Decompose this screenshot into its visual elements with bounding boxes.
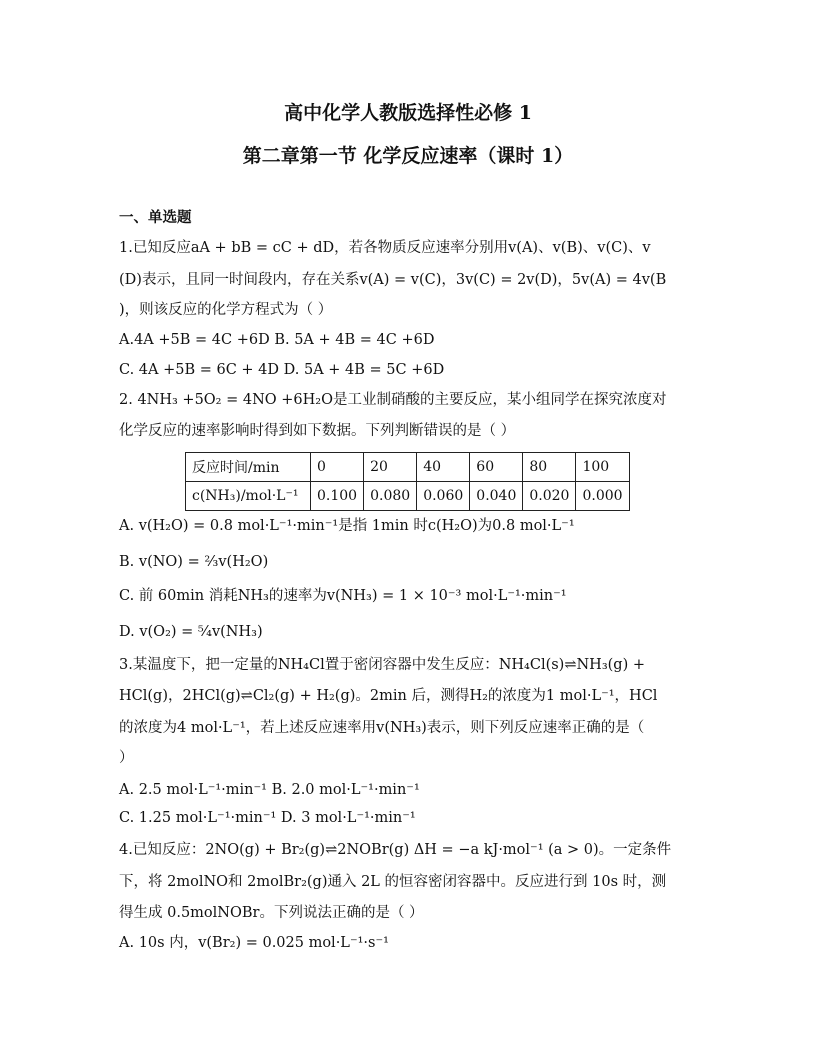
table-cell: 60 — [470, 453, 523, 482]
table-cell: 80 — [523, 453, 576, 482]
question-3-line-1: 3.某温度下，把一定量的NH₄Cl置于密闭容器中发生反应：NH₄Cl(s)⇌NH₃(g) + — [119, 657, 645, 673]
question-3-line-3: 的浓度为4 mol·L⁻¹，若上述反应速率用v(NH₃)表示，则下列反应速率正确的是（ — [119, 720, 645, 736]
question-1-line-1: 1.已知反应aA + bB = cC + dD，若各物质反应速率分别用v(A)、v(B)、v(C)、v — [119, 240, 651, 256]
question-2-line-2: 化学反应的速率影响时得到如下数据。下列判断错误的是（ ） — [119, 423, 516, 439]
table-cell: 0.060 — [417, 482, 470, 511]
section-heading: 一、单选题 — [119, 209, 192, 226]
table-cell: 40 — [417, 453, 470, 482]
page-title-line-1: 高中化学人教版选择性必修 1 — [284, 102, 532, 124]
question-3-options-cd: C. 1.25 mol·L⁻¹·min⁻¹ D. 3 mol·L⁻¹·min⁻¹ — [119, 810, 416, 826]
table-cell: 0.020 — [523, 482, 576, 511]
question-4-line-1: 4.已知反应：2NO(g) + Br₂(g)⇌2NOBr(g) ΔH = −a kJ·mol⁻¹ (a > 0)。一定条件 — [119, 842, 672, 858]
table-row — [186, 482, 630, 511]
page-title-line-2: 第二章第一节 化学反应速率（课时 1） — [242, 145, 574, 167]
question-1-line-3: )，则该反应的化学方程式为（ ） — [119, 302, 333, 318]
table-cell: 20 — [364, 453, 417, 482]
table-cell: 0.100 — [311, 482, 364, 511]
question-3-line-4: ） — [119, 750, 134, 766]
table-cell: 0 — [311, 453, 364, 482]
table-cell: 100 — [576, 453, 629, 482]
question-3-options-ab: A. 2.5 mol·L⁻¹·min⁻¹ B. 2.0 mol·L⁻¹·min⁻¹ — [119, 782, 420, 798]
table-cell: 0.000 — [576, 482, 629, 511]
question-2-option-a: A. v(H₂O) = 0.8 mol·L⁻¹·min⁻¹是指 1min 时c(H₂O)为0.8 mol·L⁻¹ — [119, 518, 575, 534]
question-4-option-a: A. 10s 内，v(Br₂) = 0.025 mol·L⁻¹·s⁻¹ — [119, 935, 389, 951]
question-2-option-d: D. v(O₂) = ⁵⁄₄v(NH₃) — [119, 624, 263, 640]
question-1-options-cd: C. 4A +5B = 6C + 4D D. 5A + 4B = 5C +6D — [119, 362, 445, 378]
table-header-cell: c(NH₃)/mol·L⁻¹ — [186, 482, 311, 511]
question-4-line-2: 下，将 2molNO和 2molBr₂(g)通入 2L 的恒容密闭容器中。反应进行到 10s 时，测 — [119, 874, 667, 890]
table-cell: 0.040 — [470, 482, 523, 511]
question-2-option-c: C. 前 60min 消耗NH₃的速率为v(NH₃) = 1 × 10⁻³ mol·L⁻¹·min⁻¹ — [119, 588, 567, 604]
table-row — [186, 453, 630, 482]
table-cell: 0.080 — [364, 482, 417, 511]
question-3-line-2: HCl(g)，2HCl(g)⇌Cl₂(g) + H₂(g)。2min 后，测得H₂的浓度为1 mol·L⁻¹，HCl — [119, 688, 658, 704]
question-2-option-b: B. v(NO) = ²⁄₃v(H₂O) — [119, 554, 269, 570]
question-1-options-ab: A.4A +5B = 4C +6D B. 5A + 4B = 4C +6D — [119, 332, 435, 348]
table-header-cell: 反应时间/min — [186, 453, 311, 482]
question-1-line-2: (D)表示，且同一时间段内，存在关系v(A) = v(C)，3v(C) = 2v(D)，5v(A) = 4v(B — [119, 272, 667, 288]
question-2-line-1: 2. 4NH₃ +5O₂ = 4NO +6H₂O是工业制硝酸的主要反应，某小组同学在探究浓度对 — [119, 392, 667, 408]
question-4-line-3: 得生成 0.5molNOBr。下列说法正确的是（ ） — [119, 905, 424, 921]
concentration-time-table — [185, 452, 630, 511]
